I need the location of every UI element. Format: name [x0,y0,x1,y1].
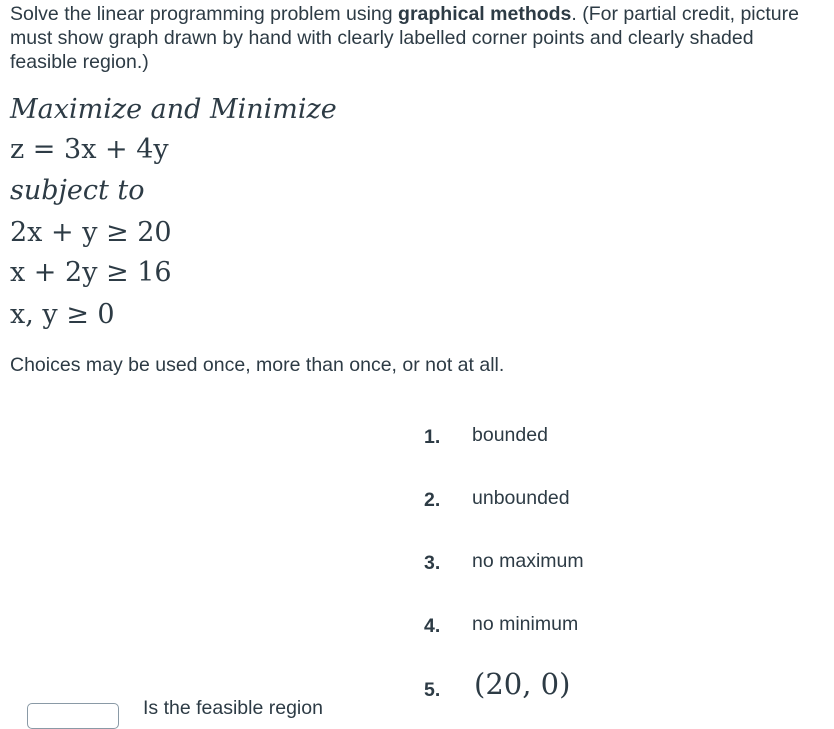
objective-heading: Maximize and Minimize [10,94,337,125]
choice-number: 3. [424,552,441,574]
choice-label: bounded [472,424,548,446]
constraint-1: 2x + y ≥ 20 [10,217,172,248]
subject-to-label: subject to [10,175,145,206]
choice-label: (20, 0) [474,667,571,701]
question-text: Is the feasible region [143,697,323,719]
instructions-text-cont: . (For partial credit, picture must show graph drawn by hand with clearly labelled corner points and clearly shaded feasible region.) [10,3,799,73]
choice-label: unbounded [472,487,570,509]
objective-function: z = 3x + 4y [10,134,169,165]
instructions [10,2,810,74]
choice-number: 4. [424,615,441,637]
choices-note: Choices may be used once, more than once, or not at all. [10,354,505,376]
choice-label: no maximum [472,550,584,572]
choice-number: 1. [424,426,441,448]
instructions-text: Solve the linear programming problem using [10,3,399,25]
constraint-2: x + 2y ≥ 16 [10,257,172,288]
answer-input[interactable] [27,703,119,729]
constraint-nonnegativity: x, y ≥ 0 [10,299,115,330]
choice-number: 2. [424,489,441,511]
instructions-emphasis: graphical methods [398,3,572,25]
choice-number: 5. [424,679,441,701]
choice-label: no minimum [472,613,579,635]
